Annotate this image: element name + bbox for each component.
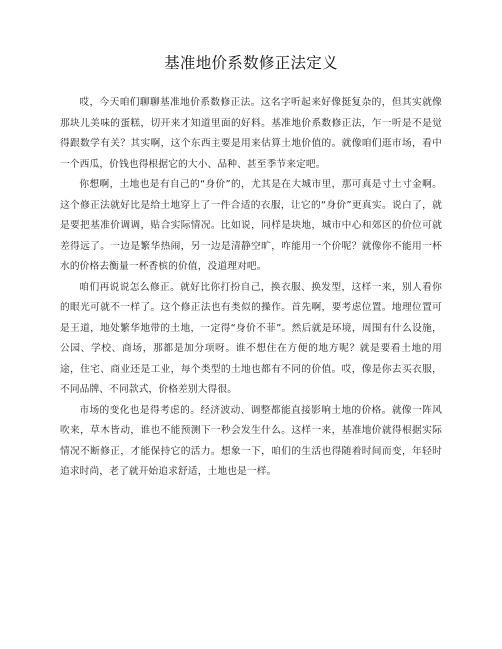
paragraph-3: 咱们再说说怎么修正。就好比你打扮自己，换衣服、换发型，这样一来，别人看你的眼光可就不一样了。这个修正法也有类似的操作。首先啊，要考虑位置。地理位置可是王道，地处繁华地带的土地，一定得“身价不菲”。然后就是环境，周围有什么设施，公园、学校、商场，那都是加分项呀。谁不想住在方便的地方呢？就是要看土地的用途，住宅、商业还是工业，每个类型的土地也都有不同的价值。哎，像是你去买衣服，不同品牌、不同款式，价格差别大得很。: [60, 281, 442, 395]
paragraph-4: 市场的变化也是得考虑的。经济波动、调整都能直接影响土地的价格。就像一阵风吹来，草木皆动，谁也不能预测下一秒会发生什么。这样一来，基准地价就得根据实际情况不断修正，才能保持它的活力。想象一下，咱们的生活也得随着时间而变，年轻时追求时尚，老了就开始追求舒适，土地也是一样。: [60, 404, 442, 477]
paragraph-2: 你想啊，土地也是有自己的“身价”的，尤其是在大城市里，那可真是寸土寸金啊。这个修正法就好比是给土地穿上了一件合适的衣服，让它的“身价”更真实。说白了，就是要把基准价调调，贴合实际情况。比如说，同样是块地，城市中心和郊区的价位可就差得远了。一边是繁华热闹，另一边是清静空旷，咋能用一个价呢？就像你不能用一杯水的价格去衡量一杯香槟的价值，没道理对吧。: [60, 179, 442, 272]
paragraph-1: 哎，今天咱们聊聊基准地价系数修正法。这名字听起来好像挺复杂的，但其实就像那块儿美味的蛋糕，切开来才知道里面的好料。基准地价系数修正法，乍一听是不是觉得跟数学有关？其实啊，这个东西主要是用来估算土地价值的。就像咱们逛市场，看中一个西瓜，价钱也得根据它的大小、品种、甚至季节来定吧。: [60, 97, 442, 170]
document-title: 基准地价系数修正法定义: [164, 54, 338, 72]
document-body: [60, 93, 442, 483]
